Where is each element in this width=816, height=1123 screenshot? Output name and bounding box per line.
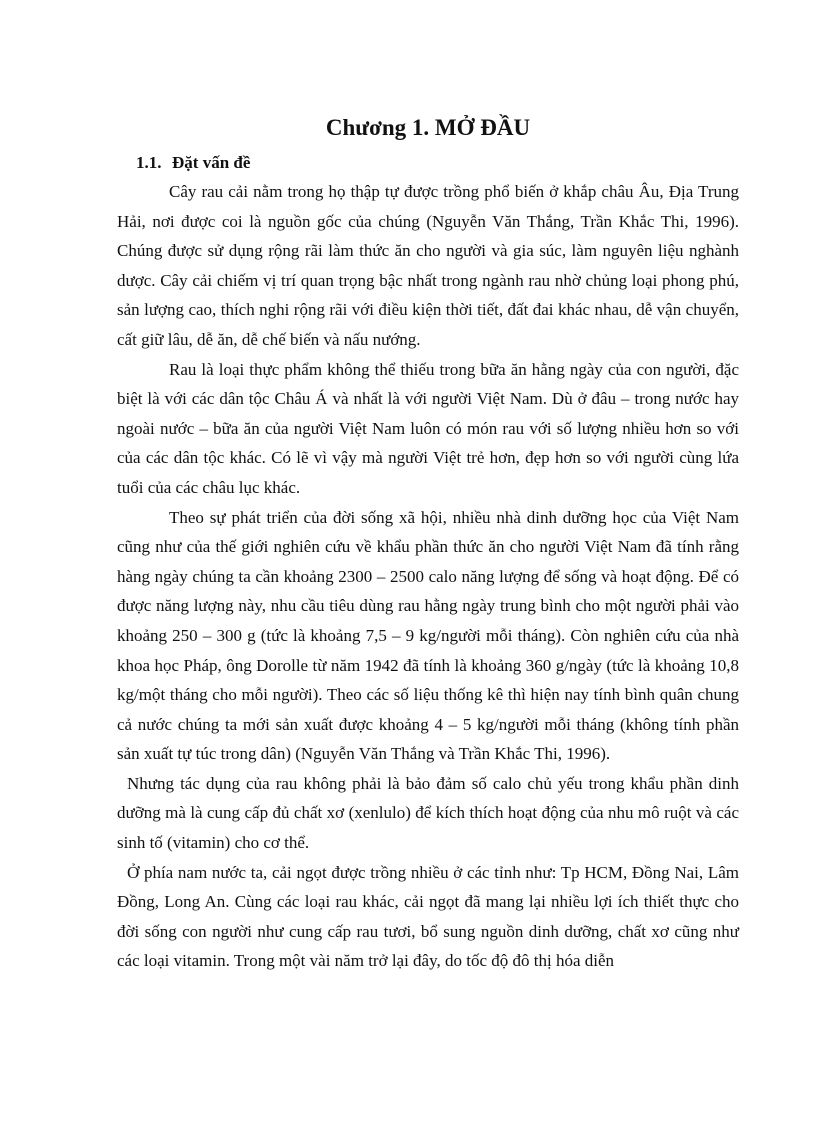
section-title: Đặt vấn đề xyxy=(172,153,251,172)
paragraph: Theo sự phát triển của đời sống xã hội, nhiều nhà dinh dưỡng học của Việt Nam cũng như của thế giới nghiên cứu về khẩu phần thức ăn cho người Việt Nam đã tính rằng hàng ngày chúng ta cần khoảng 2300 – 2500 calo năng lượng để sống và hoạt động. Để có được năng lượng này, nhu cầu tiêu dùng rau hằng ngày trung bình cho một người phải vào khoảng 250 – 300 g (tức là khoảng 7,5 – 9 kg/người mỗi tháng). Còn nghiên cứu của nhà khoa học Pháp, ông Dorolle từ năm 1942 đã tính là khoảng 360 g/ngày (tức là khoảng 10,8 kg/một tháng cho mỗi người). Theo các số liệu thống kê thì hiện nay tính bình quân chung cả nước chúng ta mới sản xuất được khoảng 4 – 5 kg/người mỗi tháng (không tính phần sản xuất tự túc trong dân) (Nguyễn Văn Thắng và Trần Khắc Thi, 1996). xyxy=(117,507,739,764)
paragraph: Cây rau cải nằm trong họ thập tự được trồng phổ biến ở khắp châu Âu, Địa Trung Hải, nơi được coi là nguồn gốc của chúng (Nguyễn Văn Thắng, Trần Khắc Thi, 1996). Chúng được sử dụng rộng rãi làm thức ăn cho người và gia súc, làm nguyên liệu nghành dược. Cây cải chiếm vị trí quan trọng bậc nhất trong ngành rau nhờ chủng loại phong phú, sản lượng cao, thích nghi rộng rãi với điều kiện thời tiết, đất đai khác nhau, dễ vận chuyển, cất giữ lâu, dễ ăn, dễ chế biến và nấu nướng. xyxy=(117,182,739,349)
paragraph: Ở phía nam nước ta, cải ngọt được trồng nhiều ở các tỉnh như: Tp HCM, Đồng Nai, Lâm Đồng, Long An. Cùng các loại rau khác, cải ngọt đã mang lại nhiều lợi ích thiết thực cho đời sống con người như cung cấp rau tươi, bổ sung nguồn dinh dưỡng, chất xơ cũng như các loại vitamin. Trong một vài năm trở lại đây, do tốc độ đô thị hóa diễn xyxy=(117,862,739,971)
body-text xyxy=(117,177,739,976)
section-number: 1.1. xyxy=(136,153,162,172)
paragraph: Nhưng tác dụng của rau không phải là bảo đảm số calo chủ yếu trong khẩu phần dinh dưỡng mà là cung cấp đủ chất xơ (xenlulo) để kích thích hoạt động của nhu mô ruột và các sinh tố (vitamin) cho cơ thể. xyxy=(117,773,739,853)
chapter-title: Chương 1. MỞ ĐẦU xyxy=(325,115,531,140)
paragraph: Rau là loại thực phẩm không thể thiếu trong bữa ăn hằng ngày của con người, đặc biệt là với các dân tộc Châu Á và nhất là với người Việt Nam. Dù ở đâu – trong nước hay ngoài nước – bữa ăn của người Việt Nam luôn có món rau với số lượng nhiều hơn so với của các dân tộc khác. Có lẽ vì vậy mà người Việt trẻ hơn, đẹp hơn so với người cùng lứa tuổi của các châu lục khác. xyxy=(117,359,739,497)
section-heading xyxy=(136,152,250,174)
